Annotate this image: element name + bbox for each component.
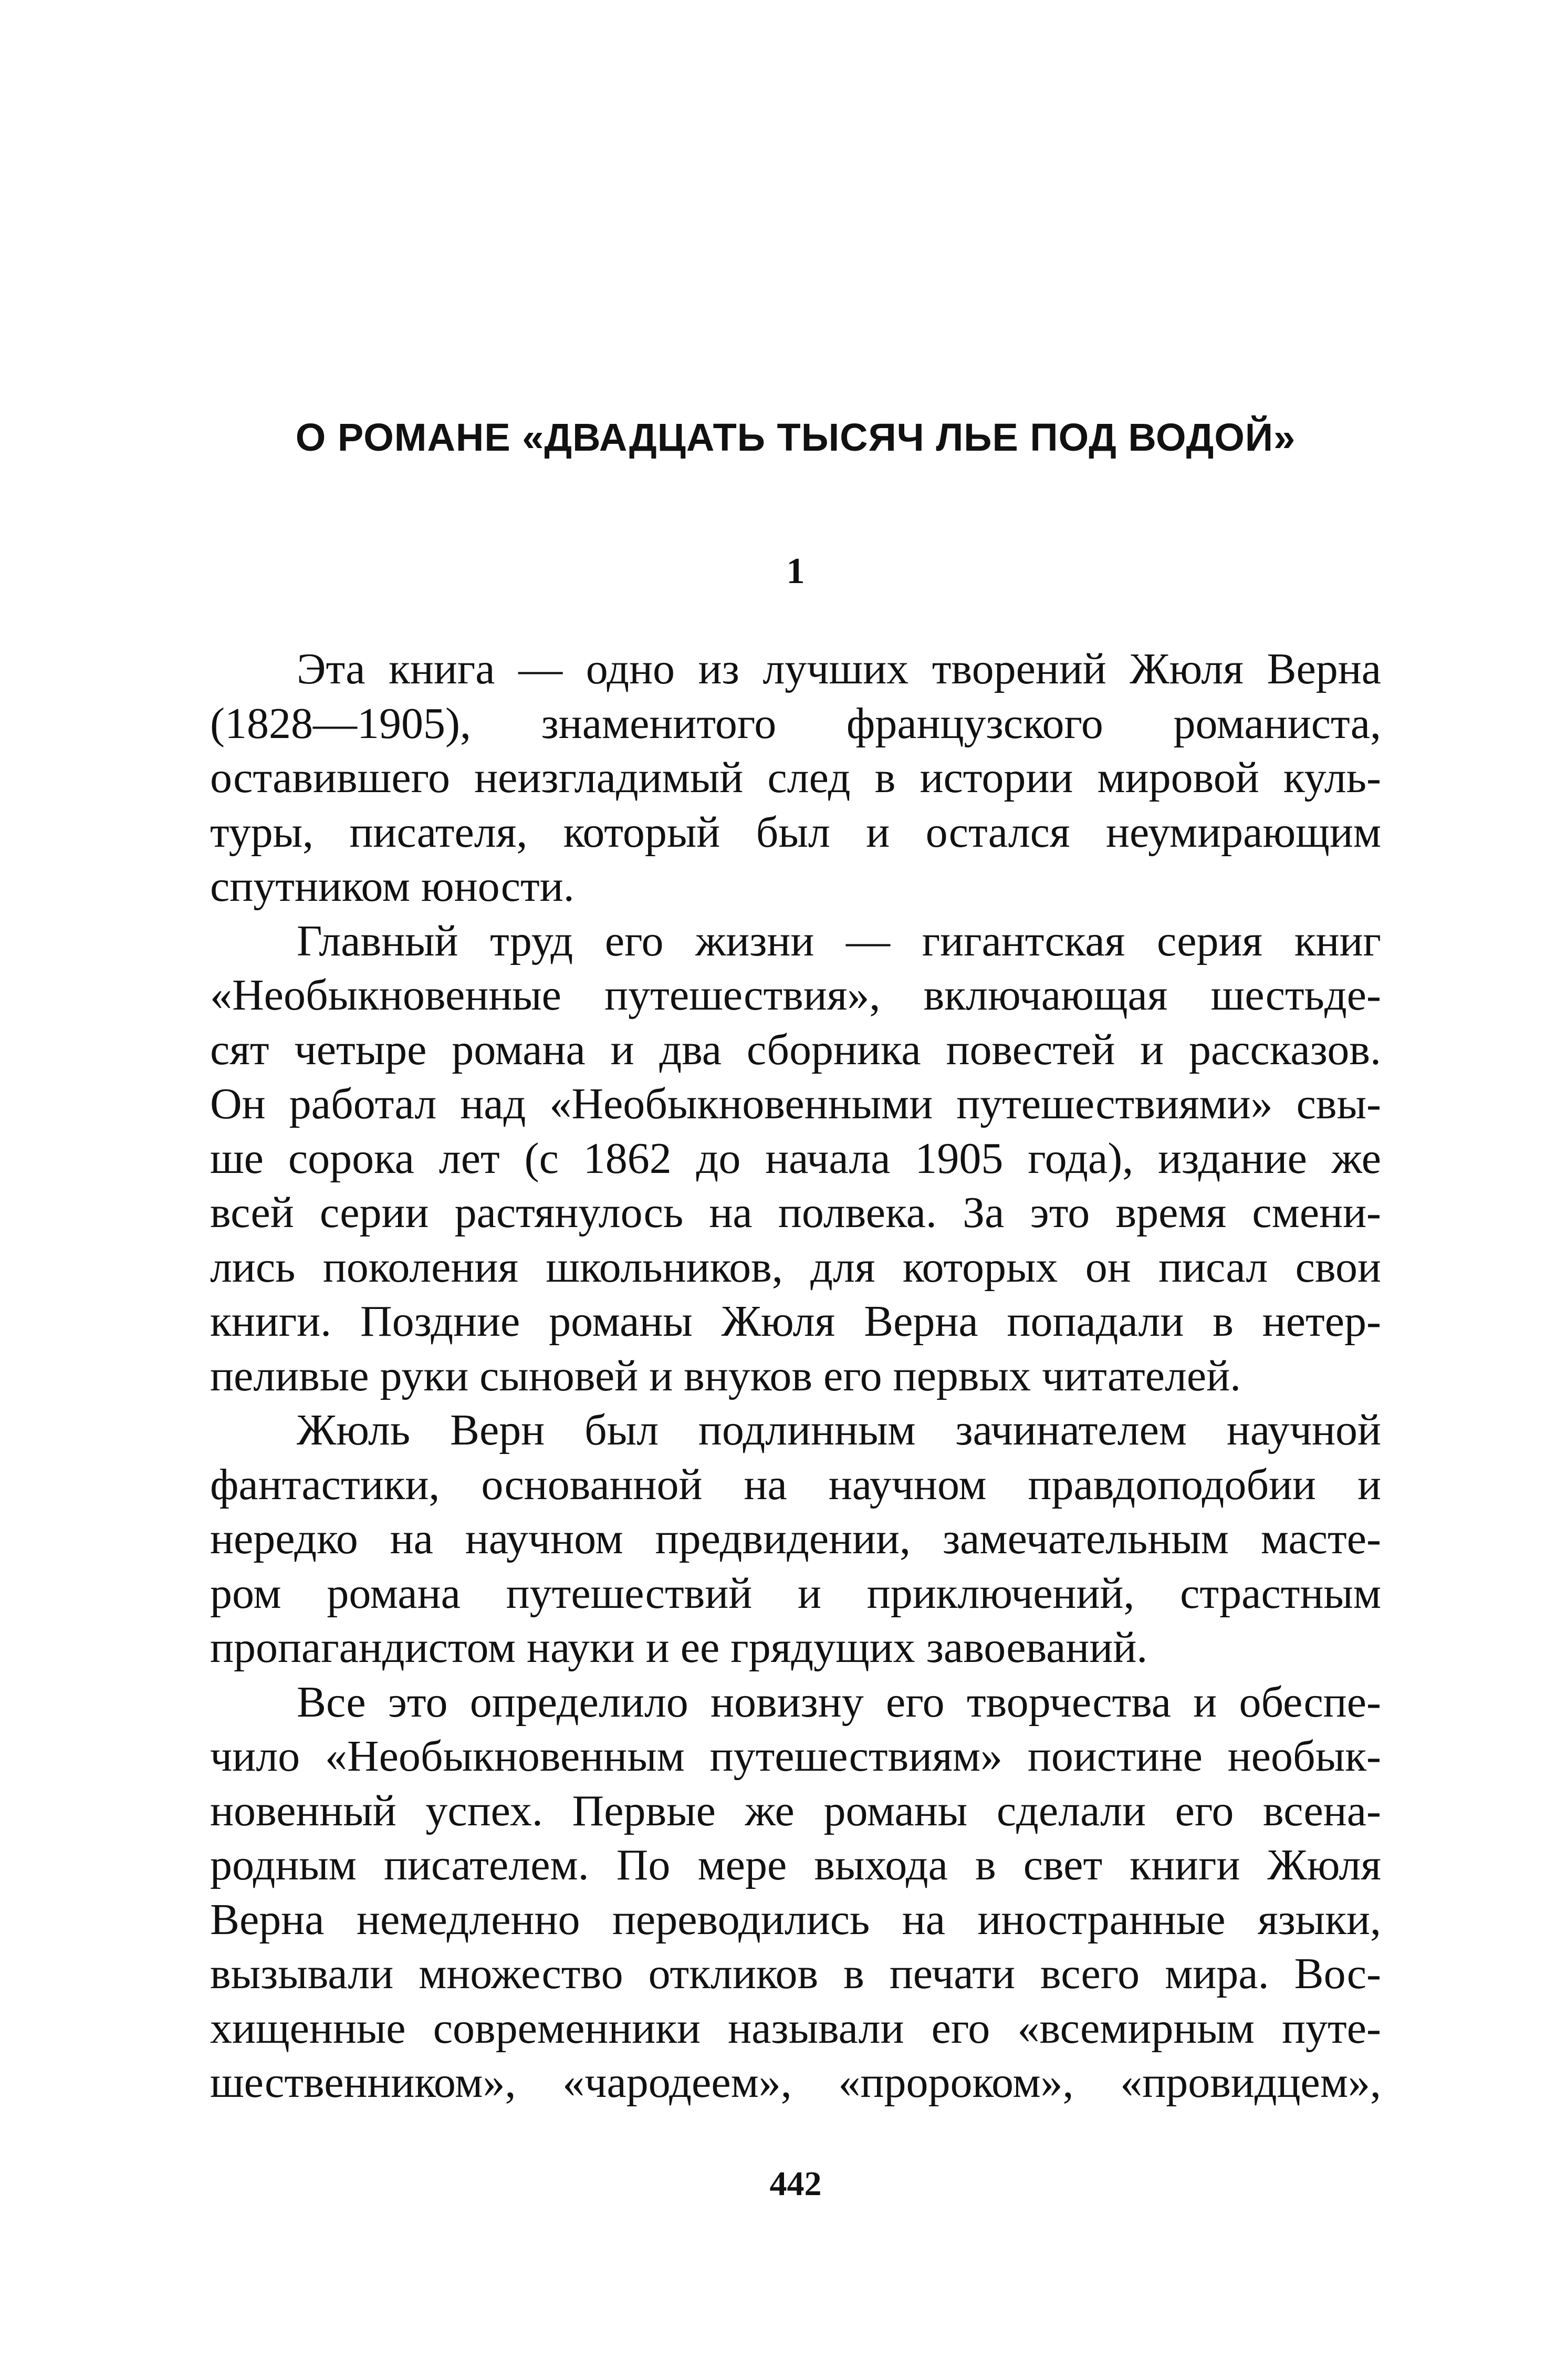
text-line: родным писателем. По мере выхода в свет книги Жюля bbox=[210, 1841, 1381, 1889]
text-line: вызывали множество откликов в печати всего мира. Вос- bbox=[210, 1949, 1381, 1998]
text-line: оставившего неизгладимый след в истории мировой куль- bbox=[210, 753, 1381, 802]
text-line: книги. Поздние романы Жюля Верна попадали в нетер- bbox=[210, 1297, 1381, 1346]
text-line: ше сорока лет (с 1862 до начала 1905 года), издание же bbox=[210, 1134, 1381, 1183]
text-line: (1828—1905), знаменитого французского романиста, bbox=[210, 699, 1381, 748]
text-line: шественником», «чародеем», «пророком», «провидцем», bbox=[210, 2058, 1381, 2107]
text-line: пеливые руки сыновей и внуков его первых читателей. bbox=[210, 1351, 1241, 1400]
paragraph-3 bbox=[210, 1403, 1381, 1675]
text-line: лись поколения школьников, для которых он писал свои bbox=[210, 1242, 1381, 1292]
text-line: «Необыкновенные путешествия», включающая шестьде- bbox=[210, 971, 1381, 1020]
text-line: Верна немедленно переводились на иностранные языки, bbox=[210, 1895, 1381, 1944]
chapter-title: О РОМАНЕ «ДВАДЦАТЬ ТЫСЯЧ ЛЬЕ ПОД ВОДОЙ» bbox=[295, 415, 1296, 459]
text-line: туры, писателя, который был и остался неумирающим bbox=[210, 807, 1381, 857]
text-line: пропагандистом науки и ее грядущих завоеваний. bbox=[210, 1623, 1148, 1672]
text-line: ром романа путешествий и приключений, страстным bbox=[210, 1568, 1381, 1618]
text-line: чило «Необыкновенным путешествиям» поистине необык- bbox=[210, 1732, 1381, 1781]
text-line: Главный труд его жизни — гигантская серия книг bbox=[297, 916, 1381, 965]
text-line: спутником юности. bbox=[210, 862, 574, 911]
text-line: хищенные современники называли его «всемирным путе- bbox=[210, 2003, 1381, 2053]
text-line: новенный успех. Первые же романы сделали его всена- bbox=[210, 1786, 1381, 1835]
text-line: Все это определило новизну его творчества и обеспе- bbox=[297, 1677, 1381, 1727]
text-line: нередко на научном предвидении, замечательным масте- bbox=[210, 1514, 1381, 1563]
text-line: фантастики, основанной на научном правдоподобии и bbox=[210, 1460, 1381, 1509]
text-line: Он работал над «Необыкновенными путешествиями» свы- bbox=[210, 1079, 1381, 1128]
paragraph-1 bbox=[210, 642, 1381, 914]
paragraph-2 bbox=[210, 914, 1381, 1404]
text-line: Жюль Верн был подлинным зачинателем научной bbox=[297, 1406, 1381, 1454]
section-number: 1 bbox=[786, 551, 805, 591]
body-text bbox=[210, 642, 1381, 2110]
paragraph-4 bbox=[210, 1675, 1381, 2110]
text-line: всей серии растянулось на полвека. За это время смени- bbox=[210, 1188, 1381, 1237]
text-line: Эта книга — одно из лучших творений Жюля Верна bbox=[297, 645, 1381, 693]
book-page bbox=[210, 0, 1381, 2380]
page-number: 442 bbox=[769, 2165, 822, 2203]
text-line: сят четыре романа и два сборника повестей и рассказов. bbox=[210, 1025, 1381, 1074]
